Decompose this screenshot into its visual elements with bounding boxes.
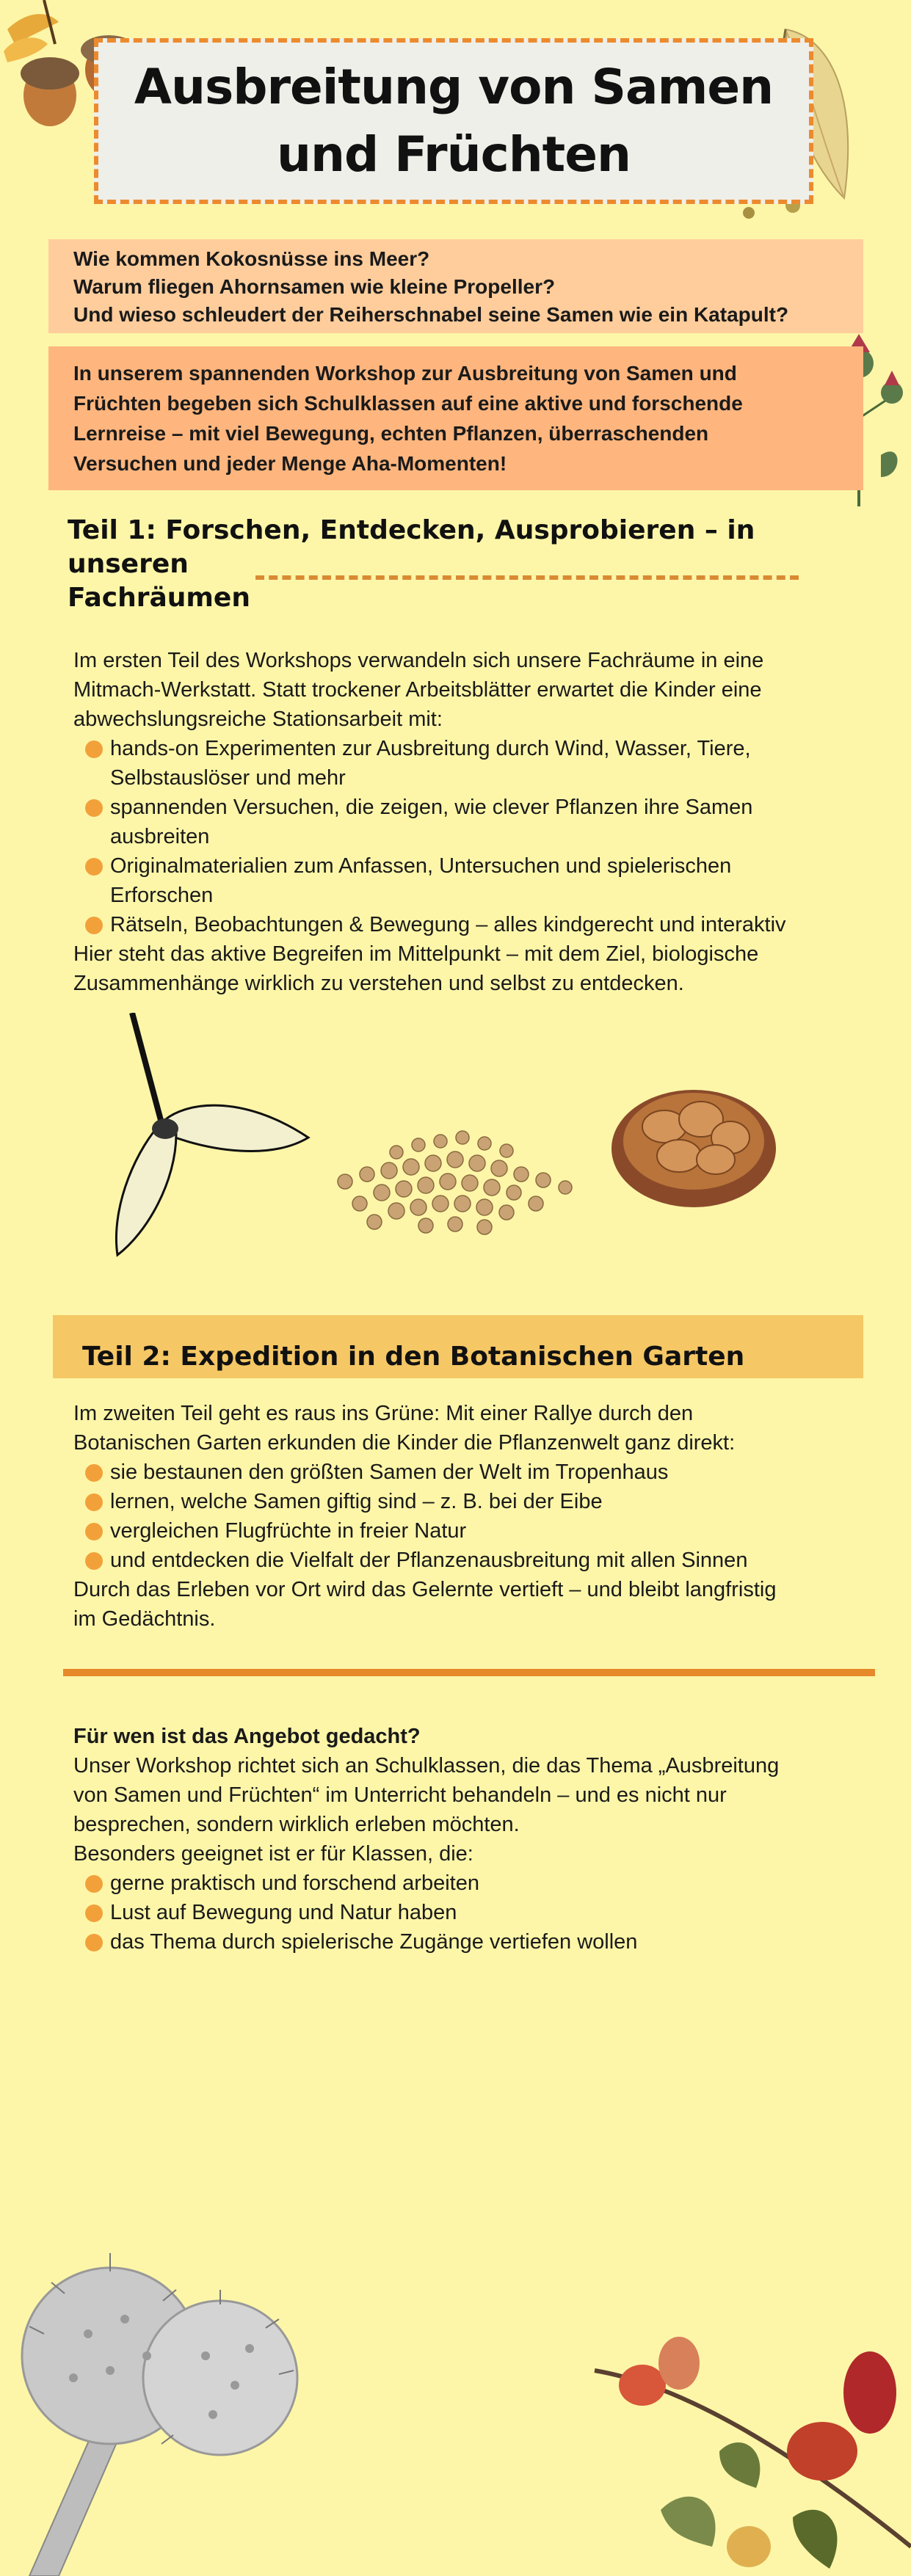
part1-intro-line: Mitmach-Werkstatt. Statt trockener Arbeitsblätter erwartet die Kinder eine (73, 678, 762, 702)
audience-line: von Samen und Früchten“ im Unterricht behandeln – und es nicht nur (73, 1783, 727, 1807)
list-item (73, 734, 866, 793)
questions-box (48, 239, 863, 333)
title-box (94, 38, 813, 204)
part2-bullet-list (73, 1458, 866, 1575)
list-item: das Thema durch spielerische Zugänge vertiefen wollen (73, 1927, 866, 1957)
list-item (73, 910, 866, 939)
audience-line: Unser Workshop richtet sich an Schulklassen, die das Thema „Ausbreitung (73, 1754, 780, 1778)
question-3: Und wieso schleudert der Reiherschnabel seine Samen wie ein Katapult? (73, 303, 789, 326)
burdock-seed-icon (0, 2224, 308, 2576)
audience-section (73, 1722, 866, 1957)
intro-box (48, 346, 863, 490)
audience-bullet-list (73, 1869, 866, 1957)
part1-heading-underline (255, 575, 799, 580)
part2-outro-line: im Gedächtnis. (73, 1607, 216, 1631)
list-item: und entdecken die Vielfalt der Pflanzenausbreitung mit allen Sinnen (73, 1546, 866, 1575)
walnut-icon (606, 1068, 782, 1215)
part2-intro-line: Botanischen Garten erkunden die Kinder die Pflanzenwelt ganz direkt: (73, 1431, 736, 1455)
part2-heading: Teil 2: Expedition in den Botanischen Garten (82, 1342, 745, 1372)
list-item-text: ausbreiten (110, 825, 210, 848)
list-item-text: Rätseln, Beobachtungen & Bewegung – alles kindgerecht und interaktiv (110, 913, 786, 936)
intro-line: Früchten begeben sich Schulklassen auf eine aktive und forschende (73, 392, 743, 415)
intro-line: Lernreise – mit viel Bewegung, echten Pflanzen, überraschenden (73, 422, 709, 445)
list-item: sie bestaunen den größten Samen der Welt im Tropenhaus (73, 1458, 866, 1487)
part1-intro-line: Im ersten Teil des Workshops verwandeln sich unsere Fachräume in eine (73, 649, 764, 672)
list-item-text: spannenden Versuchen, die zeigen, wie clever Pflanzen ihre Samen (110, 796, 753, 819)
part2-body (73, 1399, 866, 1634)
part1-intro-line: abwechslungsreiche Stationsarbeit mit: (73, 707, 443, 731)
part2-outro-line: Durch das Erleben vor Ort wird das Gelernte vertieft – und bleibt langfristig (73, 1578, 777, 1601)
rosehip-icon (573, 2304, 911, 2576)
list-item (73, 793, 866, 851)
page-title (134, 54, 773, 189)
title-line-2: und Früchten (276, 126, 631, 183)
maple-seed-icon (95, 1013, 316, 1262)
list-item-text: Originalmaterialien zum Anfassen, Untersuchen und spielerischen (110, 854, 732, 878)
part1-heading (68, 514, 846, 615)
list-item (73, 851, 866, 910)
part1-outro-line: Hier steht das aktive Begreifen im Mittelpunkt – mit dem Ziel, biologische (73, 942, 759, 966)
list-item: Lust auf Bewegung und Natur haben (73, 1898, 866, 1927)
list-item-text: hands-on Experimenten zur Ausbreitung durch Wind, Wasser, Tiere, (110, 737, 751, 760)
section-divider (63, 1669, 875, 1676)
audience-heading: Für wen ist das Angebot gedacht? (73, 1725, 421, 1748)
audience-line: besprechen, sondern wirklich erleben möchten. (73, 1813, 520, 1836)
part1-body (73, 646, 866, 998)
title-line-1: Ausbreitung von Samen (134, 59, 774, 115)
list-item: vergleichen Flugfrüchte in freier Natur (73, 1516, 866, 1546)
seed-pile-icon (316, 1101, 595, 1248)
question-2: Warum fliegen Ahornsamen wie kleine Propeller? (73, 275, 556, 298)
intro-line: In unserem spannenden Workshop zur Ausbreitung von Samen und (73, 362, 737, 385)
question-1: Wie kommen Kokosnüsse ins Meer? (73, 247, 430, 270)
part1-heading-line-2: Fachräumen (68, 583, 250, 613)
part2-intro-line: Im zweiten Teil geht es raus ins Grüne: Mit einer Rallye durch den (73, 1402, 694, 1425)
part1-bullet-list (73, 734, 866, 939)
audience-line: Besonders geeignet ist er für Klassen, die: (73, 1842, 473, 1866)
part1-heading-line-1: Teil 1: Forschen, Entdecken, Ausprobieren – in unseren (68, 515, 755, 579)
list-item: gerne praktisch und forschend arbeiten (73, 1869, 866, 1898)
part1-outro-line: Zusammenhänge wirklich zu verstehen und selbst zu entdecken. (73, 972, 684, 995)
list-item-text: Erforschen (110, 884, 214, 907)
list-item-text: Selbstauslöser und mehr (110, 766, 346, 790)
list-item: lernen, welche Samen giftig sind – z. B. bei der Eibe (73, 1487, 866, 1516)
intro-line: Versuchen und jeder Menge Aha-Momenten! (73, 452, 507, 475)
